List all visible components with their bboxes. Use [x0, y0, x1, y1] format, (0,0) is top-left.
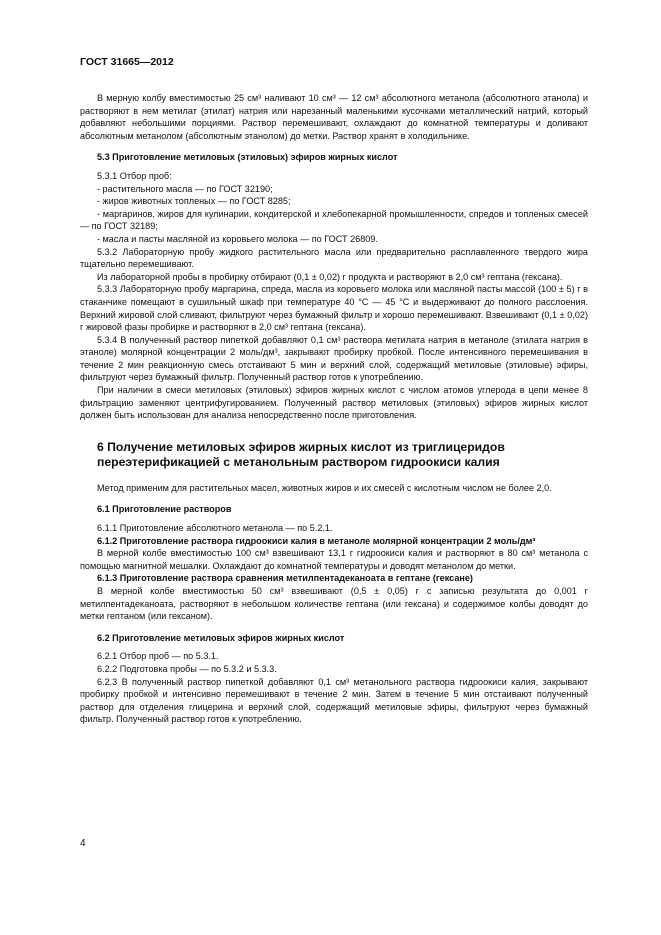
page-number: 4	[80, 838, 86, 849]
heading-6-1-2: 6.1.2 Приготовление раствора гидроокиси калия в метаноле молярной концентрации 2 моль/дм³	[97, 535, 536, 546]
list-item-sampling-d: - масла и пасты масляной из коровьего молока — по ГОСТ 26809.	[97, 233, 378, 244]
paragraph-6-2-3: 6.2.3 В полученный раствор пипеткой добавляют 0,1 см³ метанольного раствора гидроокиси калия, закрывают пробирку пробкой и интенсивно перемешивают в течение 2 мин. Затем в течение 5 мин отстаивают полученный раствор для отделения глицерина и верхний слой, содержащий метиловые эфиры, фильтруют через бумажный фильтр. Полученный раствор готов к употреблению.	[80, 676, 588, 725]
paragraph-5-3-2: 5.3.2 Лабораторную пробу жидкого растительного масла или предварительно расплавленного твердого жира тщательно перемешивают.	[80, 246, 588, 270]
paragraph-5-3-4: 5.3.4 В полученный раствор пипеткой добавляют 0,1 см³ раствора метилата натрия в метаноле (этилата натрия в этаноле) молярной концентрации 2 моль/дм³, закрывают пробирку пробкой. После интенсивного перемешивания в течение 2 мин реакционную смесь отстаивают 5 мин и верхний слой, содержащий метиловые (этиловые) эфиры, фильтруют через бумажный фильтр. Полученный раствор готов к употреблению.	[80, 334, 588, 383]
list-item-sampling-c: - маргаринов, жиров для кулинарии, кондитерской и хлебопекарной промышленности, спредов и топленых смесей — по ГОСТ 32189;	[80, 208, 588, 232]
paragraph-5-3-1-title: 5.3.1 Отбор проб:	[97, 170, 172, 181]
paragraph-6-1-2: В мерной колбе вместимостью 100 см³ взвешивают 13,1 г гидроокиси калия и растворяют в 80 см³ метанола с помощью магнитной мешалки. Охлаждают до комнатной температуры и доводят метанолом до метки.	[80, 548, 588, 571]
paragraph-6-2-1: 6.2.1 Отбор проб — по 5.3.1.	[97, 651, 219, 662]
heading-6-1-3: 6.1.3 Приготовление раствора сравнения метилпентадеканоата в гептане (гексане)	[97, 573, 473, 584]
heading-5-3: 5.3 Приготовление метиловых (этиловых) эфиров жирных кислот	[97, 152, 398, 163]
list-item-sampling-a: - растительного масла — по ГОСТ 32190;	[97, 183, 273, 194]
paragraph-5-3-note: При наличии в смеси метиловых (этиловых) эфиров жирных кислот с числом атомов углерода в цепи менее 8 фильтрацию заменяют центрифугированием. Полученный раствор метиловых (этиловых) эфиров жирных кислот должен быть использован для анализа непосредственно после приготовления.	[80, 385, 588, 421]
document-header: ГОСТ 31665—2012	[80, 56, 174, 68]
paragraph-5-3-3: 5.3.3 Лабораторную пробу маргарина, спреда, масла из коровьего молока или масляной пасты массой (100 ± 5) г в стаканчике помещают в сушильный шкаф при температуре 40 °С — 45 °С и выдерживают до полного расслоения. Верхний жировой слой сливают, фильтруют через бумажный фильтр и хорошо перемешивают. Взвешивают (0,1 ± 0,02) г жировой фазы пробирке и растворяют в 2,0 см³ гептана (гексана).	[80, 284, 588, 333]
heading-6-2: 6.2 Приготовление метиловых эфиров жирных кислот	[97, 632, 345, 643]
paragraph-6-1-1: 6.1.1 Приготовление абсолютного метанола — по 5.2.1.	[97, 523, 333, 534]
paragraph-5-3-2b: Из лабораторной пробы в пробирку отбирают (0,1 ± 0,02) г продукта и растворяют в 2,0 см³ гептана (гексана).	[97, 271, 563, 282]
section-6-title: 6 Получение метиловых эфиров жирных кислот из триглицеридов переэтерификацией с метанольным раствором гидроокиси калия	[97, 439, 505, 470]
paragraph-6-1-3: В мерной колбе вместимостью 50 см³ взвешивают (0,5 ± 0,05) г с записью результата до 0,001 г метилпентадеканоата, растворяют в небольшом количестве гептана (или гексана) и содержимое колбы доводят до метки гептаном (или гексаном).	[80, 586, 588, 622]
paragraph-6-intro: Метод применим для растительных масел, животных жиров и их смесей с кислотным числом не более 2,0.	[97, 482, 552, 493]
paragraph-intro: В мерную колбу вместимостью 25 см³ наливают 10 см³ — 12 см³ абсолютного метанола (абсолютного этанола) и растворяют в нем метилат (этилат) натрия или нарезанный маленькими кусочками металлический натрий, который добавляют небольшими порциями. Раствор перемешивают, охлаждают до комнатной температуры и доливают абсолютным метанолом (абсолютным этанолом) до метки. Раствор хранят в холодильнике.	[80, 93, 588, 141]
document-page	[80, 56, 588, 726]
paragraph-6-2-2: 6.2.2 Подготовка пробы — по 5.3.2 и 5.3.3.	[97, 663, 277, 674]
heading-6-1: 6.1 Приготовление растворов	[97, 504, 232, 515]
list-item-sampling-b: - жиров животных топленых — по ГОСТ 8285;	[97, 196, 291, 207]
